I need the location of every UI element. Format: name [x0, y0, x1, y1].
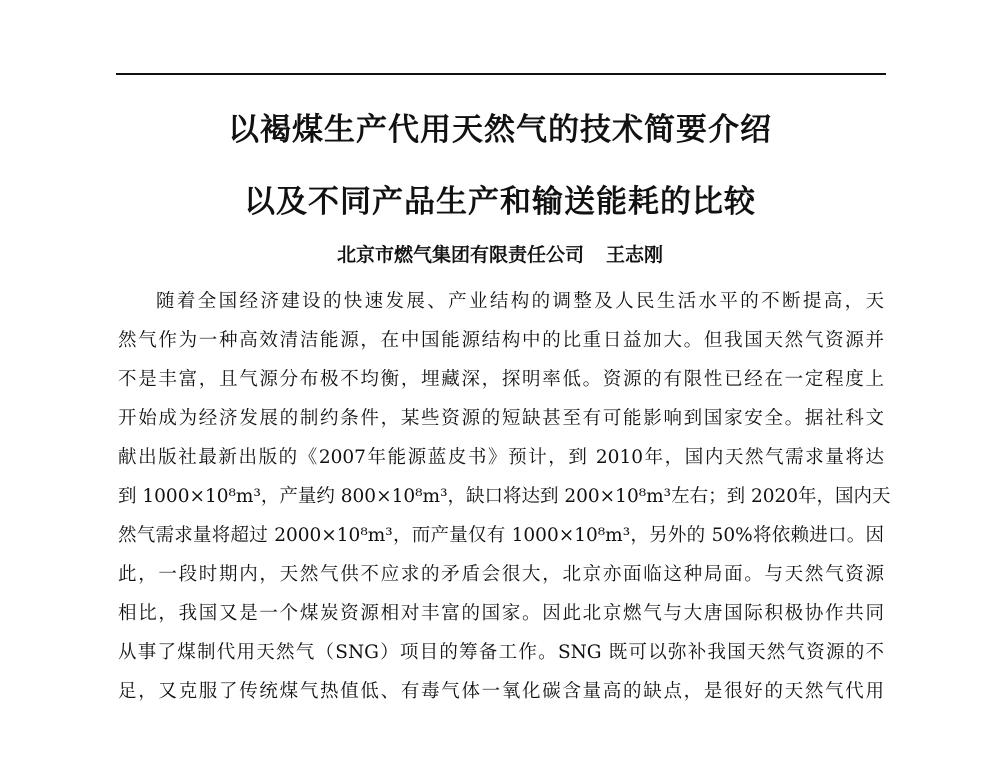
title-line-1: 以褐煤生产代用天然气的技术简要介绍	[228, 112, 772, 148]
author-organization: 北京市燃气集团有限责任公司	[336, 244, 584, 266]
body-line: 足，又克服了传统煤气热值低、有毒气体一氧化碳含量高的缺点，是很好的天然气代用	[118, 681, 884, 702]
body-line: 此，一段时期内，天然气供不应求的矛盾会很大，北京亦面临这种局面。与天然气资源	[118, 564, 884, 585]
body-line: 然气需求量将超过 2000×10⁸m³，而产量仅有 1000×10⁸m³，另外的 50%将依赖进口。因	[118, 525, 884, 546]
body-line: 献出版社最新出版的《2007年能源蓝皮书》预计，到 2010年，国内天然气需求量将达	[118, 447, 884, 468]
title-line-2: 以及不同产品生产和输送能耗的比较	[244, 184, 756, 220]
body-line: 相比，我国又是一个煤炭资源相对丰富的国家。因此北京燃气与大唐国际积极协作共同	[118, 603, 884, 624]
header-rule	[116, 73, 886, 75]
body-line: 开始成为经济发展的制约条件，某些资源的短缺甚至有可能影响到国家安全。据社科文	[118, 408, 884, 429]
body-paragraph	[118, 286, 891, 715]
author-line	[0, 242, 1000, 268]
body-line: 然气作为一种高效清洁能源，在中国能源结构中的比重日益加大。但我国天然气资源并	[118, 330, 884, 351]
author-name: 王志刚	[606, 244, 664, 266]
body-line: 随着全国经济建设的快速发展、产业结构的调整及人民生活水平的不断提高，天	[156, 291, 884, 312]
body-line: 不是丰富，且气源分布极不均衡，埋藏深，探明率低。资源的有限性已经在一定程度上	[118, 369, 884, 390]
body-line: 到 1000×10⁸m³，产量约 800×10⁸m³，缺口将达到 200×10⁸m³左右；到 2020年，国内天	[118, 486, 891, 507]
body-line: 从事了煤制代用天然气（SNG）项目的筹备工作。SNG 既可以弥补我国天然气资源的不	[118, 642, 884, 663]
